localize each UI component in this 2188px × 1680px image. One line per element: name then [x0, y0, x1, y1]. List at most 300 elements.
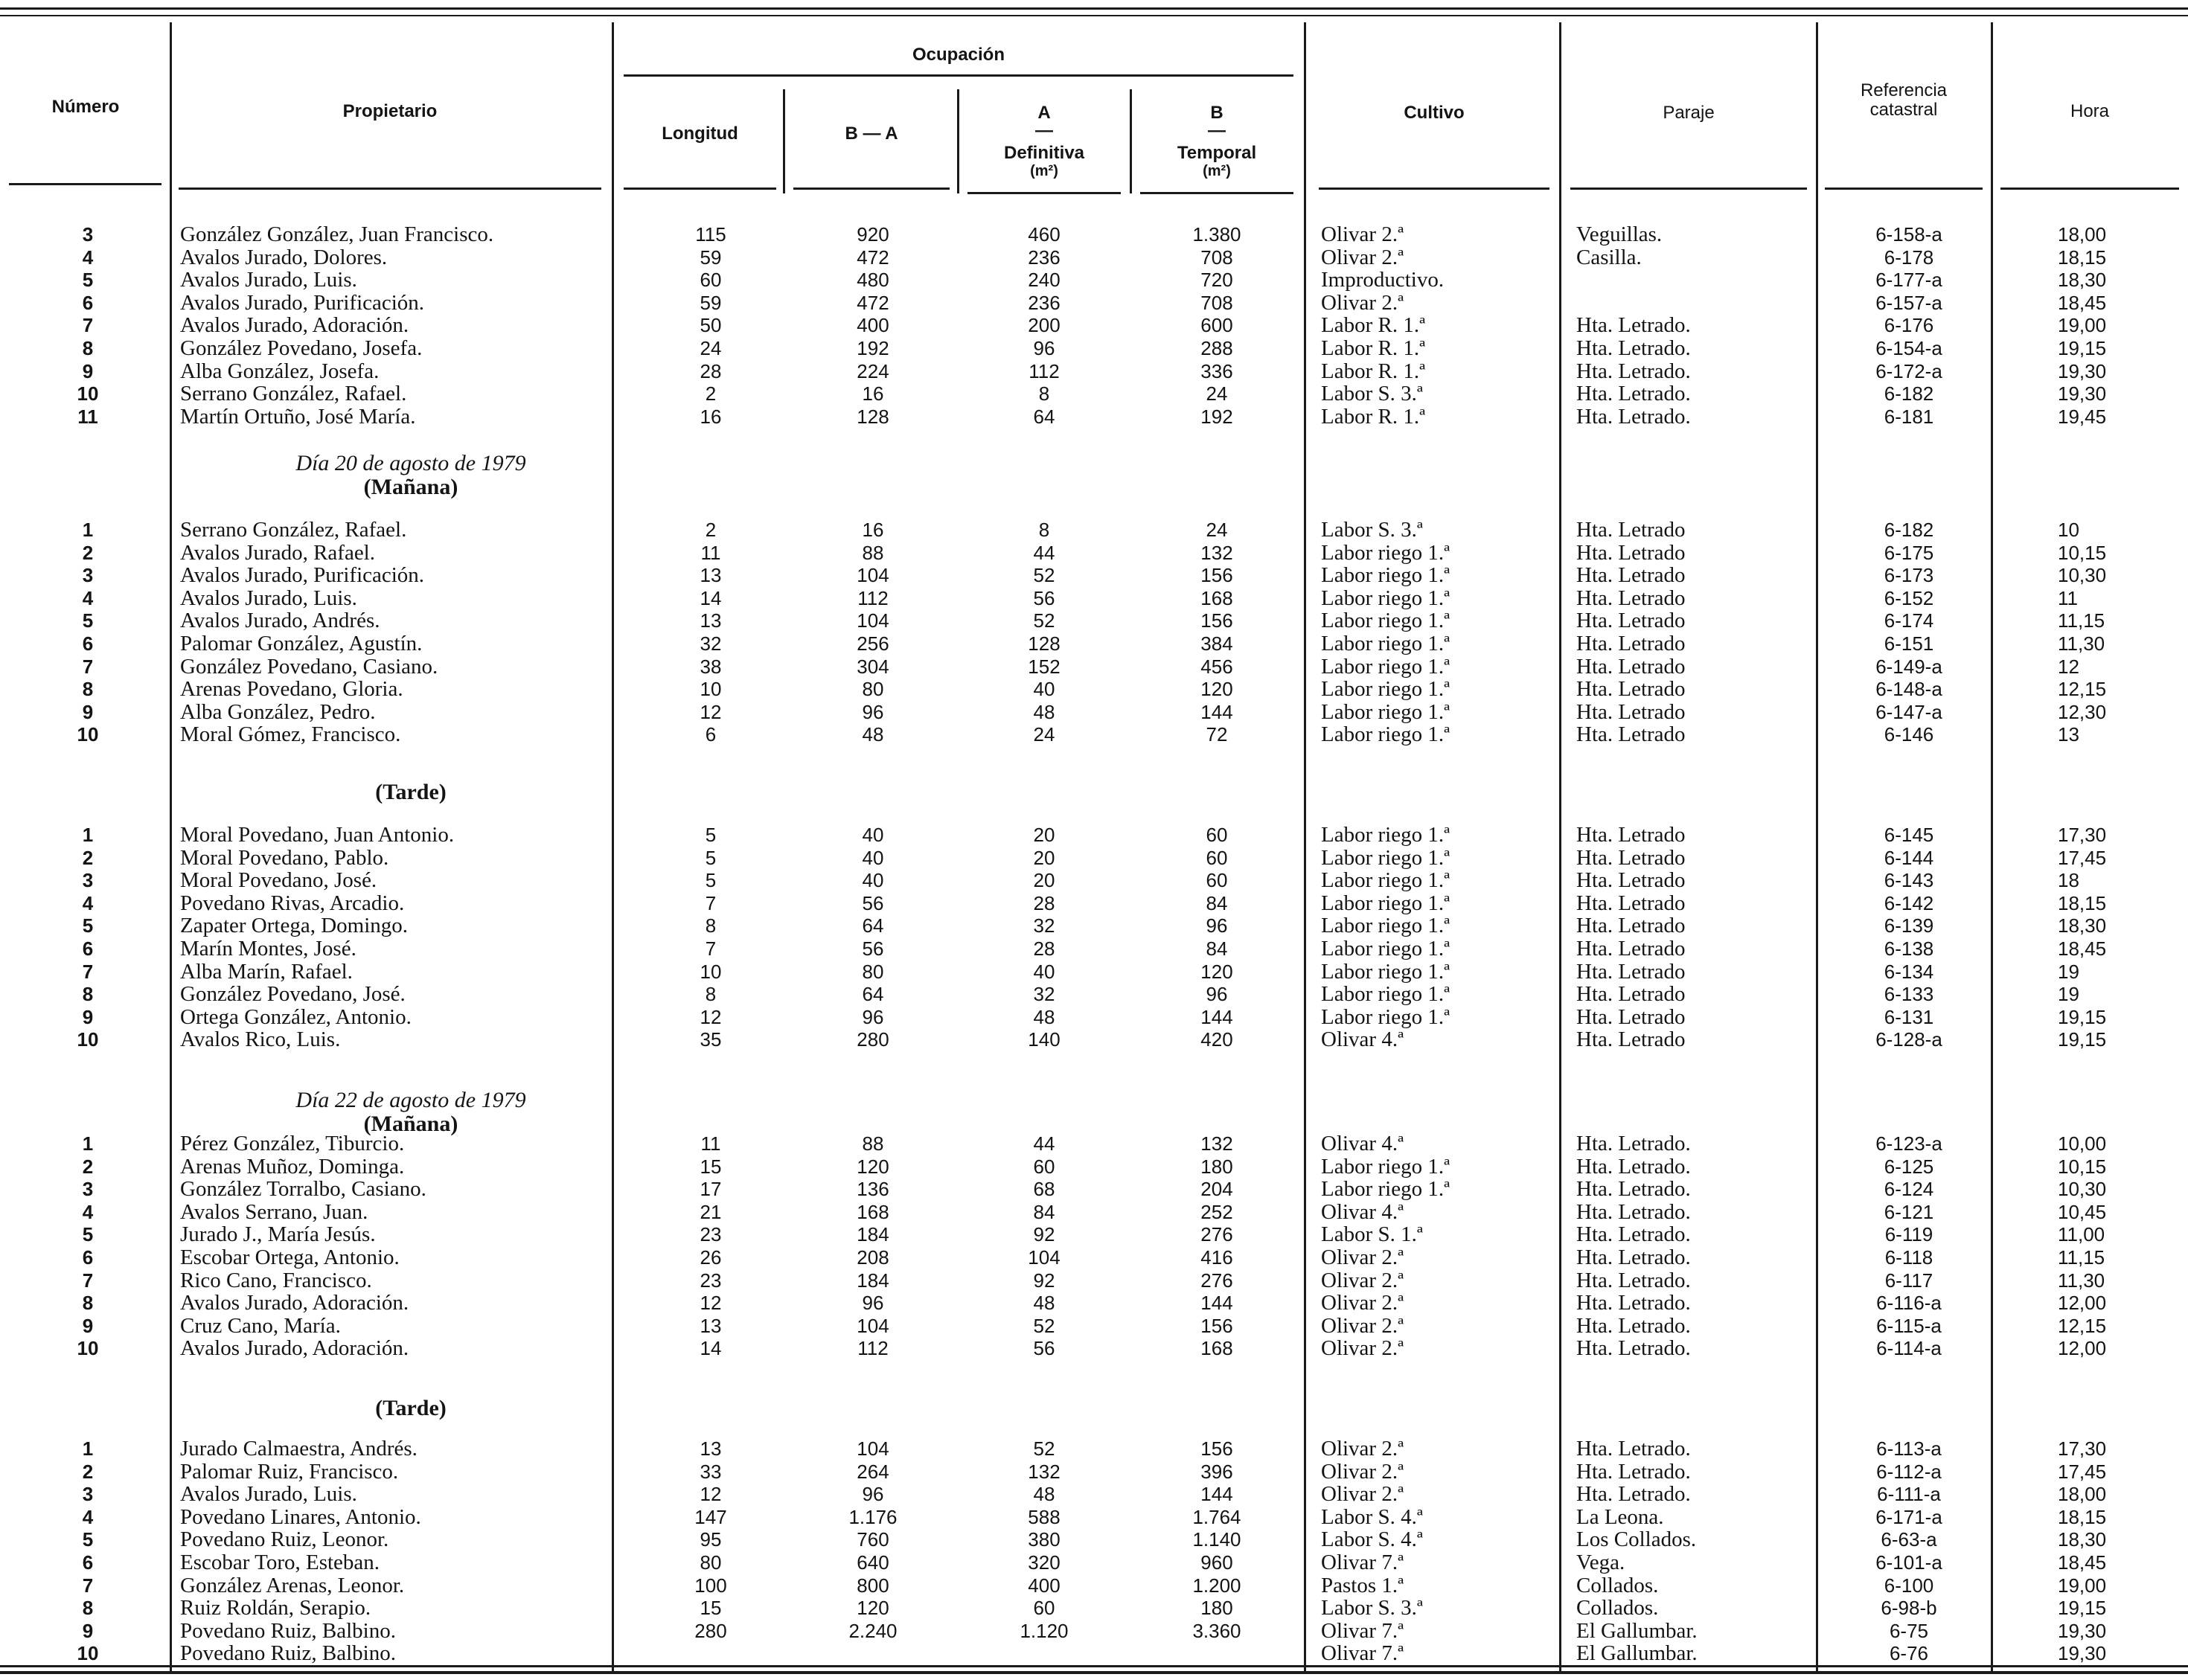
row-temporal: 204 [1200, 1178, 1233, 1201]
table-row [0, 1028, 2188, 1051]
row-longitud: 280 [694, 1619, 727, 1642]
row-longitud: 16 [700, 405, 722, 428]
row-propietario: Palomar Ruiz, Francisco. [180, 1459, 399, 1484]
row-hora: 18,15 [2058, 1505, 2107, 1528]
row-propietario: Serrano González, Rafael. [180, 518, 407, 542]
row-propietario: González Povedano, Casiano. [180, 654, 438, 679]
row-numero: 3 [82, 869, 94, 892]
row-referencia: 6-171-a [1875, 1505, 1942, 1528]
row-definitiva: 132 [1028, 1460, 1061, 1483]
row-paraje: Hta. Letrado [1576, 722, 1686, 747]
row-paraje: Hta. Letrado. [1576, 1482, 1691, 1507]
row-referencia: 6-117 [1884, 1269, 1933, 1292]
row-numero: 7 [82, 314, 94, 337]
table-row [0, 723, 2188, 746]
row-longitud: 26 [700, 1246, 722, 1269]
row-temporal: 416 [1200, 1246, 1233, 1269]
header-catastral: catastral [1869, 100, 1938, 120]
row-numero: 1 [82, 824, 94, 846]
row-referencia: 6-154-a [1875, 337, 1942, 359]
row-numero: 5 [82, 269, 94, 292]
row-cultivo: Olivar 2.ª [1321, 1291, 1404, 1315]
row-definitiva: 240 [1028, 269, 1061, 292]
row-ba: 472 [857, 291, 889, 314]
row-hora: 11,15 [2058, 1246, 2105, 1269]
row-ba: 96 [862, 1292, 884, 1315]
row-referencia: 6-147-a [1875, 700, 1942, 723]
row-hora: 10,15 [2058, 1155, 2107, 1178]
row-ba: 280 [857, 1028, 889, 1051]
row-definitiva: 40 [1033, 678, 1055, 701]
row-longitud: 10 [700, 678, 722, 701]
row-temporal: 288 [1200, 337, 1233, 359]
header-ba: B — A [845, 124, 898, 144]
row-hora: 19,30 [2058, 359, 2107, 382]
section-period: (Tarde) [375, 1396, 447, 1420]
row-numero: 1 [82, 519, 94, 541]
row-referencia: 6-133 [1884, 983, 1934, 1006]
row-definitiva: 52 [1033, 564, 1055, 587]
row-propietario: Serrano González, Rafael. [180, 382, 407, 406]
row-ba: 64 [862, 914, 884, 937]
row-cultivo: Olivar 7.ª [1321, 1551, 1404, 1574]
row-hora: 11,00 [2058, 1223, 2105, 1246]
row-hora: 19,30 [2058, 382, 2107, 405]
row-longitud: 24 [700, 337, 722, 359]
row-cultivo: Labor riego 1.ª [1321, 1177, 1450, 1202]
row-hora: 19,30 [2058, 1619, 2107, 1642]
row-temporal: 156 [1200, 564, 1233, 587]
section-period: (Mañana) [363, 1112, 458, 1136]
row-ba: 104 [857, 1437, 889, 1460]
row-definitiva: 44 [1033, 1132, 1055, 1155]
row-longitud: 147 [694, 1505, 727, 1528]
row-definitiva: 48 [1033, 700, 1055, 723]
row-numero: 9 [82, 700, 94, 723]
row-hora: 17,30 [2058, 824, 2107, 846]
row-ba: 56 [862, 937, 884, 960]
row-paraje: Hta. Letrado [1576, 540, 1686, 565]
table-row [0, 678, 2188, 700]
row-cultivo: Labor riego 1.ª [1321, 699, 1450, 724]
row-longitud: 115 [695, 223, 726, 246]
row-definitiva: 84 [1033, 1200, 1055, 1223]
header-referencia: Referencia [1860, 80, 1948, 100]
row-temporal: 168 [1200, 1337, 1233, 1360]
row-longitud: 5 [705, 846, 717, 869]
row-longitud: 33 [700, 1460, 722, 1483]
row-propietario: Avalos Jurado, Dolores. [180, 245, 388, 269]
row-paraje: El Gallumbar. [1576, 1618, 1698, 1643]
header-rule-paraje [1570, 187, 1807, 190]
row-referencia: 6-115-a [1876, 1314, 1942, 1337]
row-temporal: 144 [1200, 700, 1233, 723]
row-hora: 19,15 [2058, 1005, 2107, 1028]
row-temporal: 132 [1200, 541, 1233, 564]
row-longitud: 95 [700, 1528, 722, 1551]
ocupacion-rule [624, 74, 1293, 77]
header-rule-b [1140, 192, 1293, 194]
row-definitiva: 460 [1028, 223, 1061, 246]
row-ba: 64 [862, 983, 884, 1006]
row-propietario: Escobar Ortega, Antonio. [180, 1245, 400, 1269]
row-propietario: Povedano Ruiz, Balbino. [180, 1641, 396, 1666]
row-cultivo: Labor S. 4.ª [1321, 1504, 1423, 1529]
row-propietario: Avalos Jurado, Purificación. [180, 290, 425, 315]
row-referencia: 6-118 [1884, 1246, 1933, 1269]
row-paraje: Hta. Letrado. [1576, 1459, 1691, 1484]
row-temporal: 396 [1200, 1460, 1233, 1483]
row-propietario: Avalos Jurado, Purificación. [180, 563, 425, 588]
row-temporal: 1.380 [1192, 223, 1241, 246]
row-ba: 208 [857, 1246, 889, 1269]
row-definitiva: 52 [1033, 1314, 1055, 1337]
table-row [0, 1132, 2188, 1155]
row-hora: 18,30 [2058, 914, 2107, 937]
row-paraje: Hta. Letrado [1576, 823, 1686, 847]
row-referencia: 6-98-b [1881, 1597, 1937, 1620]
row-numero: 6 [82, 1551, 94, 1574]
header-a-unit: (m²) [1030, 163, 1058, 179]
row-hora: 10,15 [2058, 541, 2107, 564]
row-referencia: 6-142 [1884, 891, 1934, 914]
row-paraje: Hta. Letrado [1576, 654, 1686, 679]
row-cultivo: Labor R. 1.ª [1321, 313, 1426, 338]
row-propietario: Marín Montes, José. [180, 937, 356, 961]
row-cultivo: Olivar 2.ª [1321, 1459, 1404, 1484]
row-ba: 112 [857, 1337, 889, 1360]
row-longitud: 80 [700, 1551, 722, 1574]
table-row [0, 360, 2188, 382]
table-row [0, 1437, 2188, 1460]
table-row [0, 1006, 2188, 1028]
row-definitiva: 56 [1033, 1337, 1055, 1360]
col-sep-3 [783, 89, 785, 193]
row-cultivo: Olivar 2.ª [1321, 1313, 1404, 1338]
header-rule-a [967, 192, 1121, 194]
row-numero: 7 [82, 960, 94, 983]
table-row [0, 983, 2188, 1005]
row-paraje: Casilla. [1576, 245, 1642, 269]
table-row [0, 961, 2188, 983]
row-hora: 18,30 [2058, 1528, 2107, 1551]
row-definitiva: 20 [1033, 824, 1055, 846]
table-row [0, 1574, 2188, 1597]
table-row [0, 246, 2188, 269]
row-ba: 16 [862, 519, 884, 541]
row-paraje: Hta. Letrado [1576, 699, 1686, 724]
row-propietario: Jurado J., María Jesús. [180, 1222, 376, 1247]
row-cultivo: Olivar 2.ª [1321, 1336, 1404, 1361]
row-temporal: 180 [1200, 1597, 1233, 1620]
table-row [0, 1551, 2188, 1574]
row-paraje: Veguillas. [1576, 222, 1663, 246]
header-rule-numero [9, 183, 161, 185]
table-row [0, 1528, 2188, 1551]
row-propietario: Martín Ortuño, José María. [180, 404, 416, 429]
row-cultivo: Olivar 4.ª [1321, 1132, 1404, 1155]
row-ba: 760 [857, 1528, 889, 1551]
row-numero: 6 [82, 291, 94, 314]
row-cultivo: Labor riego 1.ª [1321, 563, 1450, 588]
row-paraje: Hta. Letrado. [1576, 359, 1691, 383]
bottom-rule-inner [0, 1671, 2188, 1674]
row-referencia: 6-111-a [1877, 1483, 1941, 1506]
row-hora: 19 [2058, 960, 2079, 983]
row-paraje: El Gallumbar. [1576, 1641, 1698, 1666]
row-cultivo: Labor S. 3.ª [1321, 518, 1423, 542]
row-ba: 136 [857, 1178, 889, 1201]
row-temporal: 156 [1200, 1437, 1233, 1460]
row-propietario: Povedano Ruiz, Balbino. [180, 1618, 396, 1643]
row-longitud: 59 [700, 246, 722, 269]
header-a: A [1037, 103, 1051, 123]
row-ba: 40 [862, 824, 884, 846]
row-cultivo: Labor R. 1.ª [1321, 359, 1426, 383]
row-propietario: Alba Marín, Rafael. [180, 959, 353, 984]
row-temporal: 276 [1200, 1223, 1233, 1246]
row-definitiva: 104 [1028, 1246, 1061, 1269]
row-cultivo: Labor riego 1.ª [1321, 823, 1450, 847]
row-numero: 4 [82, 891, 94, 914]
row-longitud: 60 [700, 269, 722, 292]
row-definitiva: 1.120 [1020, 1619, 1069, 1642]
row-ba: 1.176 [848, 1505, 898, 1528]
row-referencia: 6-75 [1889, 1619, 1929, 1642]
row-propietario: Arenas Povedano, Gloria. [180, 677, 403, 702]
row-temporal: 600 [1200, 314, 1233, 337]
table-row [0, 1642, 2188, 1664]
row-hora: 19,00 [2058, 1574, 2107, 1597]
row-temporal: 420 [1200, 1028, 1233, 1051]
row-cultivo: Olivar 7.ª [1321, 1618, 1404, 1643]
row-longitud: 2 [705, 382, 717, 405]
row-propietario: Avalos Jurado, Adoración. [180, 1336, 409, 1361]
row-hora: 18,30 [2058, 269, 2107, 292]
row-propietario: Avalos Jurado, Rafael. [180, 540, 375, 565]
row-definitiva: 128 [1028, 632, 1061, 655]
row-temporal: 120 [1200, 960, 1233, 983]
row-temporal: 84 [1206, 891, 1228, 914]
row-referencia: 6-158-a [1875, 223, 1942, 246]
table-row [0, 1269, 2188, 1292]
row-ba: 40 [862, 869, 884, 892]
row-propietario: Pérez González, Tiburcio. [180, 1132, 405, 1155]
row-hora: 10 [2058, 519, 2079, 541]
row-hora: 18,45 [2058, 937, 2107, 960]
row-temporal: 60 [1206, 869, 1228, 892]
row-propietario: Cruz Cano, María. [180, 1313, 341, 1338]
row-propietario: Moral Povedano, Pablo. [180, 845, 389, 870]
section-period: (Tarde) [375, 780, 447, 804]
row-referencia: 6-176 [1884, 314, 1934, 337]
row-numero: 8 [82, 678, 94, 701]
row-definitiva: 56 [1033, 586, 1055, 609]
row-paraje: La Leona. [1576, 1504, 1664, 1529]
row-referencia: 6-149-a [1875, 655, 1942, 678]
row-definitiva: 24 [1033, 723, 1055, 746]
header-cultivo: Cultivo [1404, 103, 1465, 123]
row-longitud: 13 [700, 564, 722, 587]
row-temporal: 1.140 [1192, 1528, 1241, 1551]
row-cultivo: Labor riego 1.ª [1321, 586, 1450, 610]
row-referencia: 6-182 [1884, 519, 1934, 541]
row-propietario: Moral Gómez, Francisco. [180, 722, 401, 747]
row-cultivo: Pastos 1.ª [1321, 1573, 1404, 1597]
row-hora: 12,00 [2058, 1292, 2107, 1315]
row-definitiva: 44 [1033, 541, 1055, 564]
row-ba: 472 [857, 246, 889, 269]
row-ba: 48 [862, 723, 884, 746]
row-definitiva: 588 [1028, 1505, 1061, 1528]
row-propietario: Avalos Rico, Luis. [180, 1027, 341, 1052]
row-propietario: Moral Povedano, José. [180, 868, 377, 893]
row-ba: 80 [862, 678, 884, 701]
row-propietario: González Povedano, Josefa. [180, 336, 423, 360]
row-referencia: 6-113-a [1876, 1437, 1942, 1460]
row-paraje: Hta. Letrado. [1576, 382, 1691, 406]
row-longitud: 15 [700, 1597, 722, 1620]
row-referencia: 6-100 [1884, 1574, 1934, 1597]
row-temporal: 156 [1200, 609, 1233, 632]
row-numero: 8 [82, 337, 94, 359]
row-definitiva: 60 [1033, 1155, 1055, 1178]
row-definitiva: 64 [1033, 405, 1055, 428]
row-hora: 19,45 [2058, 405, 2107, 428]
row-hora: 17,45 [2058, 846, 2107, 869]
table-row [0, 609, 2188, 632]
row-longitud: 15 [700, 1155, 722, 1178]
header-rule-ref [1825, 187, 1983, 190]
row-numero: 2 [82, 846, 94, 869]
header-a-definitiva: Definitiva [1003, 143, 1085, 163]
row-referencia: 6-116-a [1876, 1292, 1942, 1315]
table-row [0, 1506, 2188, 1528]
row-paraje: Hta. Letrado. [1576, 1199, 1691, 1224]
row-ba: 920 [857, 223, 889, 246]
row-definitiva: 48 [1033, 1483, 1055, 1506]
row-referencia: 6-177-a [1875, 269, 1942, 292]
row-paraje: Hta. Letrado. [1576, 1268, 1691, 1292]
row-numero: 5 [82, 1223, 94, 1246]
table-row [0, 1292, 2188, 1314]
row-numero: 9 [82, 1005, 94, 1028]
table-row [0, 337, 2188, 359]
row-hora: 10,45 [2058, 1200, 2107, 1223]
row-hora: 10,30 [2058, 564, 2107, 587]
row-definitiva: 112 [1029, 359, 1060, 382]
row-ba: 128 [857, 405, 889, 428]
row-temporal: 1.200 [1192, 1574, 1241, 1597]
row-cultivo: Olivar 2.ª [1321, 1482, 1404, 1507]
row-paraje: Hta. Letrado [1576, 518, 1686, 542]
top-rule [0, 7, 2188, 10]
row-paraje: Hta. Letrado [1576, 677, 1686, 702]
section-date: Día 20 de agosto de 1979 [295, 451, 526, 475]
row-longitud: 10 [700, 960, 722, 983]
row-numero: 1 [82, 1437, 94, 1460]
row-paraje: Hta. Letrado. [1576, 1291, 1691, 1315]
row-referencia: 6-181 [1884, 405, 1934, 428]
row-cultivo: Olivar 2.ª [1321, 222, 1404, 246]
row-referencia: 6-112-a [1876, 1460, 1942, 1483]
row-numero: 8 [82, 1597, 94, 1620]
row-numero: 2 [82, 1460, 94, 1483]
row-propietario: Povedano Rivas, Arcadio. [180, 891, 405, 915]
row-paraje: Hta. Letrado [1576, 563, 1686, 588]
row-definitiva: 48 [1033, 1005, 1055, 1028]
row-longitud: 2 [705, 519, 717, 541]
row-numero: 5 [82, 609, 94, 632]
row-ba: 2.240 [848, 1619, 898, 1642]
row-numero: 9 [82, 359, 94, 382]
row-propietario: Avalos Jurado, Adoración. [180, 1291, 409, 1315]
row-longitud: 28 [700, 359, 722, 382]
row-definitiva: 236 [1028, 246, 1061, 269]
row-ba: 256 [857, 632, 889, 655]
row-cultivo: Labor riego 1.ª [1321, 540, 1450, 565]
bottom-rule [0, 1665, 2188, 1667]
row-cultivo: Labor riego 1.ª [1321, 722, 1450, 747]
row-numero: 3 [82, 1178, 94, 1201]
row-referencia: 6-148-a [1875, 678, 1942, 701]
row-definitiva: 92 [1033, 1269, 1055, 1292]
table-row [0, 914, 2188, 937]
row-hora: 11,15 [2058, 609, 2105, 632]
row-cultivo: Labor riego 1.ª [1321, 959, 1450, 984]
row-hora: 17,45 [2058, 1460, 2107, 1483]
row-paraje: Los Collados. [1576, 1527, 1697, 1552]
row-ba: 120 [857, 1597, 889, 1620]
row-hora: 12,30 [2058, 700, 2107, 723]
table-row [0, 655, 2188, 678]
row-cultivo: Olivar 2.ª [1321, 1245, 1404, 1269]
header-b: B [1210, 103, 1223, 123]
row-ba: 120 [857, 1155, 889, 1178]
row-propietario: González González, Juan Francisco. [180, 222, 494, 246]
row-definitiva: 92 [1033, 1223, 1055, 1246]
row-ba: 104 [857, 1314, 889, 1337]
row-referencia: 6-128-a [1875, 1028, 1942, 1051]
row-propietario: González Arenas, Leonor. [180, 1573, 405, 1597]
row-longitud: 21 [700, 1200, 722, 1223]
row-longitud: 12 [700, 1483, 722, 1506]
row-propietario: Avalos Jurado, Luis. [180, 586, 357, 610]
row-cultivo: Labor R. 1.ª [1321, 404, 1426, 429]
row-temporal: 336 [1200, 359, 1233, 382]
row-referencia: 6-131 [1884, 1005, 1934, 1028]
row-numero: 2 [82, 1155, 94, 1178]
row-longitud: 12 [700, 700, 722, 723]
row-paraje: Hta. Letrado [1576, 959, 1686, 984]
row-paraje: Hta. Letrado. [1576, 404, 1691, 429]
table-row [0, 542, 2188, 564]
col-sep-4 [957, 89, 959, 193]
row-hora: 18,00 [2058, 223, 2107, 246]
row-definitiva: 8 [1038, 519, 1050, 541]
row-paraje: Hta. Letrado. [1576, 1336, 1691, 1361]
row-ba: 104 [857, 564, 889, 587]
row-hora: 12 [2058, 655, 2079, 678]
row-paraje: Hta. Letrado. [1576, 1437, 1691, 1461]
row-paraje: Hta. Letrado. [1576, 1177, 1691, 1202]
row-ba: 16 [862, 382, 884, 405]
row-cultivo: Labor riego 1.ª [1321, 891, 1450, 915]
row-cultivo: Labor riego 1.ª [1321, 1154, 1450, 1179]
table-row [0, 1337, 2188, 1359]
row-numero: 4 [82, 1505, 94, 1528]
row-referencia: 6-125 [1884, 1155, 1934, 1178]
